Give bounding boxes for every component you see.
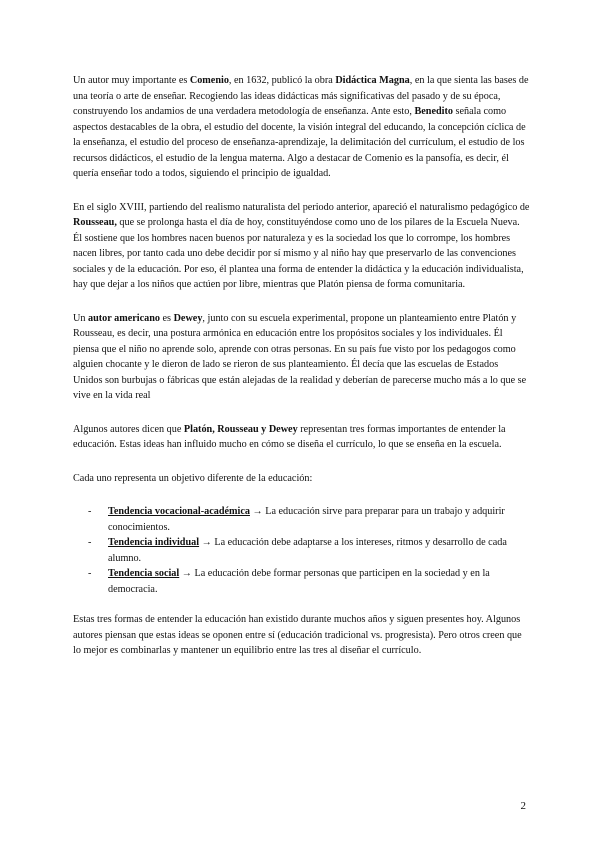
text-run: , junto con su escuela experimental, propone un planteamiento entre Platón y Rousseau, es decir, una postura armónica en educación entre los propósitos sociales y los individuales. Él piensa que el niño no aprende solo, aprende con otras personas. En su país fue visto por los pedagogos como alguien chocante y le dieron de lado se rieron de sus planteamiento. Él decía que las escuelas de Estados Unidos son burbujas o fábricas que están alejadas de la realidad y deberían de parecerse mucho más a lo que se vive en la vida real [73, 312, 527, 401]
text-run: , en 1632, publicó la obra [228, 75, 336, 86]
paragraph-objectives-intro: Cada uno representa un objetivo diferente de la educación: [73, 472, 313, 484]
bullet-dash: - [88, 537, 92, 548]
bold-term-didactica-magna: Didáctica Magna [335, 75, 410, 86]
bullet-dash: - [88, 506, 92, 517]
text-run: Algunos autores dicen que [73, 423, 184, 435]
tendencies-list [73, 504, 530, 597]
paragraph-rousseau [73, 200, 530, 293]
bold-term-authors: Platón, Rousseau y Dewey [183, 423, 298, 435]
bold-term-autor-americano: autor americano [88, 312, 160, 324]
text-run: Un autor muy importante es [73, 75, 190, 86]
tendency-text: → La educación sirve para preparar para un trabajo y adquirir conocimientos. [108, 506, 505, 533]
bold-term-dewey: Dewey [173, 312, 203, 324]
list-item [73, 504, 530, 535]
paragraph-comenio [73, 73, 530, 182]
list-item [73, 535, 530, 566]
paragraph-three-authors [73, 422, 530, 453]
text-run: En el siglo XVIII, partiendo del realismo naturalista del periodo anterior, apareció el naturalismo pedagógico de [73, 201, 530, 213]
text-run: señala como aspectos destacables de la obra, el estudio del docente, la visión integral del educando, la concepción cíclica de la enseñanza, el estudio del proceso de enseñanza-aprendizaje, la delimitación del currículum, el estudio de los recursos didácticos, el estudio de la lengua materna. Algo a destacar de Comenio es la pansofía, es decir, él quería enseñar todo a todos, siguiendo el principio de igualdad. [73, 106, 526, 179]
text-run: , en la que sienta las bases de una teoría o arte de enseñar. Recogiendo las ideas didácticas más significativas del pasado y de su época, construyendo los andamios de una verdadera metodología de enseñanza. Ante esto, [73, 75, 529, 117]
tendency-title: Tendencia vocacional-académica [108, 506, 250, 517]
tendency-text: → La educación debe formar personas que participen en la sociedad y en la democracia. [108, 568, 490, 595]
paragraph-conclusion: Estas tres formas de entender la educación han existido durante muchos años y siguen presentes hoy. Algunos autores piensan que estas ideas se oponen entre sí (educación tradicional vs. progresista). Pero otros creen que lo mejor es combinarlas y mantener un equilibrio entre las tres al diseñar el currículo. [73, 614, 522, 656]
text-run: Un [73, 312, 88, 324]
tendency-text: → La educación debe adaptarse a los intereses, ritmos y desarrollo de cada alumno. [108, 537, 507, 564]
bold-term-benedito: Benedito [414, 106, 453, 117]
text-run: representan tres formas importantes de entender la educación. Estas ideas han influido mucho en cómo se diseña el currículo, lo que se enseña en la escuela. [73, 423, 506, 450]
page-number: 2 [520, 800, 526, 812]
tendency-title: Tendencia individual [108, 537, 200, 548]
bullet-dash: - [88, 568, 92, 579]
tendency-title: Tendencia social [108, 568, 180, 579]
list-item [73, 566, 530, 597]
text-run: es [159, 312, 174, 324]
paragraph-dewey [73, 311, 530, 404]
bold-term-rousseau: Rousseau, [73, 217, 117, 228]
bold-term-comenio: Comenio [189, 75, 229, 86]
text-run: que se prolonga hasta el día de hoy, constituyéndose como uno de los pilares de la Escuela Nueva. Él sostiene que los hombres nacen buenos por naturaleza y es la sociedad los que lo corrompe, los hombres nacen libres, por tanto cada uno debe decidir por sí mismo y al niño hay que preservarlo de las convenciones sociales y de la educación. Por eso, él plantea una forma de entender la didáctica y la educación individualista, hay que dejar a los niños que actúen por libre, mientras que Platón piensa de forma comunitaria. [73, 217, 524, 290]
